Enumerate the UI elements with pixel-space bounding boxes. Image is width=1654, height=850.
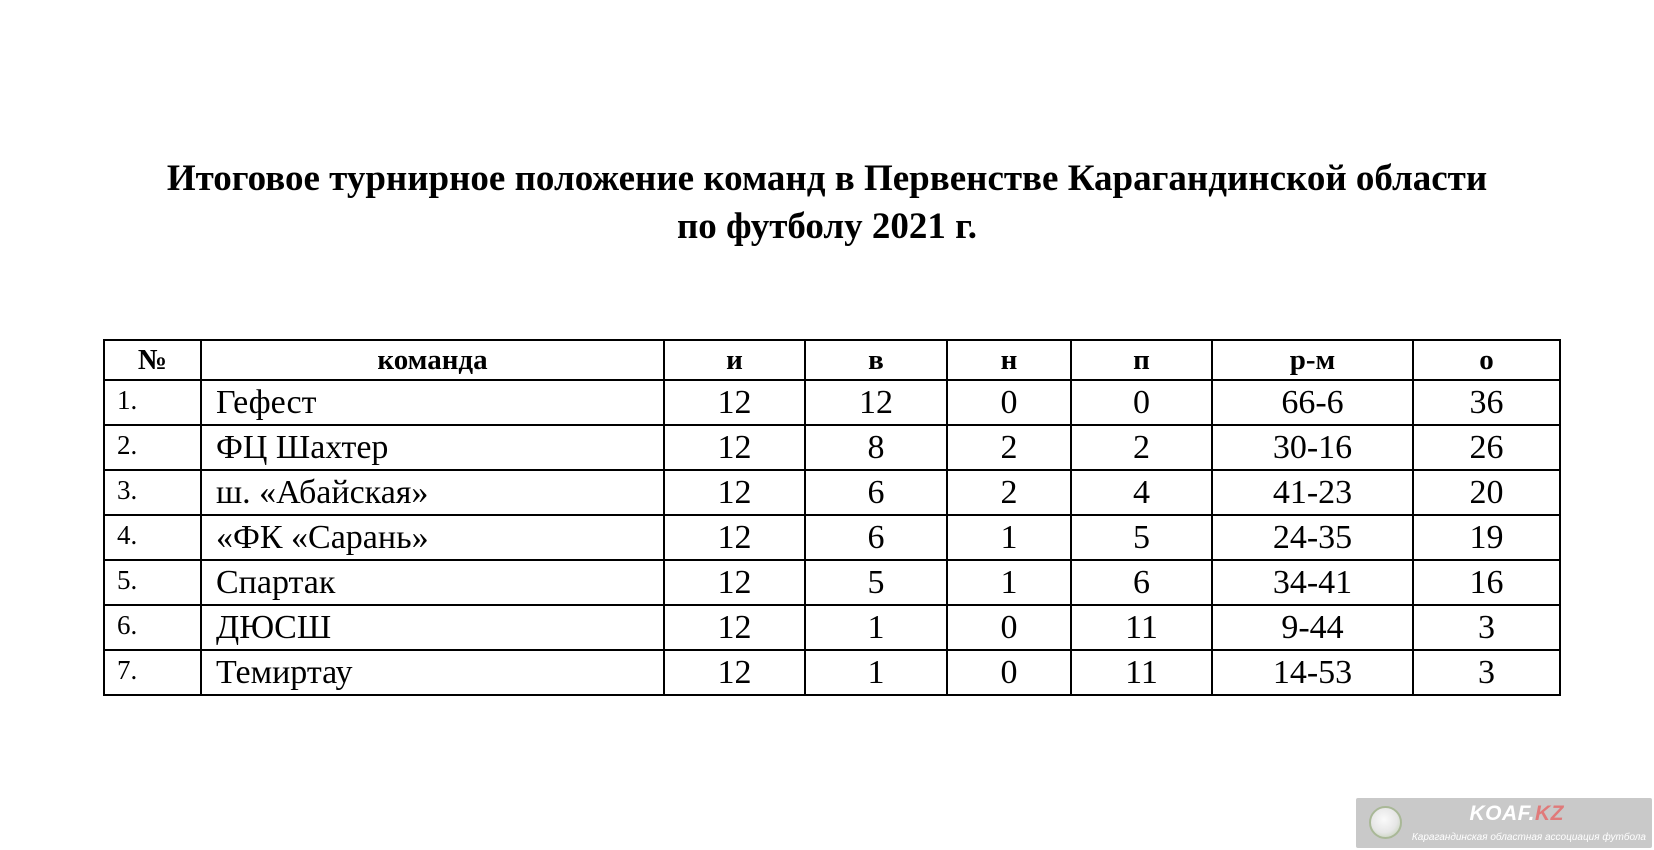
wins: 1 — [805, 650, 947, 695]
games-played: 12 — [664, 650, 805, 695]
header-goals: р-м — [1212, 340, 1413, 380]
games-played: 12 — [664, 605, 805, 650]
goals: 34-41 — [1212, 560, 1413, 605]
points: 19 — [1413, 515, 1560, 560]
losses: 4 — [1071, 470, 1212, 515]
header-games: и — [664, 340, 805, 380]
goals: 41-23 — [1212, 470, 1413, 515]
title-line-2: по футболу 2021 г. — [676, 206, 978, 247]
points: 20 — [1413, 470, 1560, 515]
games-played: 12 — [664, 380, 805, 425]
table-row — [104, 650, 1560, 695]
row-number: 5. — [104, 560, 201, 605]
wins: 8 — [805, 425, 947, 470]
draws: 1 — [947, 515, 1071, 560]
losses: 11 — [1071, 605, 1212, 650]
watermark-tagline: Карагандинская областная ассоциация футбола — [1411, 832, 1646, 843]
team-name: Спартак — [201, 560, 664, 605]
header-points: о — [1413, 340, 1560, 380]
team-name: Темиртау — [201, 650, 664, 695]
draws: 1 — [947, 560, 1071, 605]
goals: 24-35 — [1212, 515, 1413, 560]
row-number: 4. — [104, 515, 201, 560]
points: 36 — [1413, 380, 1560, 425]
points: 26 — [1413, 425, 1560, 470]
draws: 0 — [947, 650, 1071, 695]
wins: 6 — [805, 470, 947, 515]
football-association-emblem-icon — [1369, 806, 1402, 839]
team-name: Гефест — [201, 380, 664, 425]
row-number: 3. — [104, 470, 201, 515]
points: 3 — [1413, 650, 1560, 695]
games-played: 12 — [664, 515, 805, 560]
title-line-1: Итоговое турнирное положение команд в Первенстве Карагандинской области — [166, 158, 1488, 199]
draws: 2 — [947, 425, 1071, 470]
page-title — [0, 155, 1654, 251]
header-team: команда — [201, 340, 664, 380]
watermark-brand-suffix: KZ — [1535, 802, 1564, 825]
losses: 6 — [1071, 560, 1212, 605]
games-played: 12 — [664, 560, 805, 605]
watermark-brand — [1470, 802, 1565, 826]
losses: 0 — [1071, 380, 1212, 425]
header-draws: н — [947, 340, 1071, 380]
goals: 9-44 — [1212, 605, 1413, 650]
team-name: ДЮСШ — [201, 605, 664, 650]
goals: 66-6 — [1212, 380, 1413, 425]
table-row — [104, 380, 1560, 425]
draws: 0 — [947, 380, 1071, 425]
losses: 11 — [1071, 650, 1212, 695]
row-number: 6. — [104, 605, 201, 650]
games-played: 12 — [664, 425, 805, 470]
table-row — [104, 425, 1560, 470]
table-row — [104, 470, 1560, 515]
header-row — [104, 340, 1560, 380]
row-number: 1. — [104, 380, 201, 425]
header-wins: в — [805, 340, 947, 380]
table-body — [104, 380, 1560, 695]
wins: 1 — [805, 605, 947, 650]
table-row — [104, 560, 1560, 605]
header-number: № — [104, 340, 201, 380]
losses: 2 — [1071, 425, 1212, 470]
team-name: ш. «Абайская» — [201, 470, 664, 515]
table-row — [104, 605, 1560, 650]
points: 3 — [1413, 605, 1560, 650]
losses: 5 — [1071, 515, 1212, 560]
site-watermark — [1356, 798, 1652, 848]
header-losses: п — [1071, 340, 1212, 380]
wins: 12 — [805, 380, 947, 425]
team-name: «ФК «Сарань» — [201, 515, 664, 560]
goals: 30-16 — [1212, 425, 1413, 470]
wins: 6 — [805, 515, 947, 560]
wins: 5 — [805, 560, 947, 605]
draws: 0 — [947, 605, 1071, 650]
row-number: 2. — [104, 425, 201, 470]
games-played: 12 — [664, 470, 805, 515]
row-number: 7. — [104, 650, 201, 695]
watermark-brand-main: KOAF. — [1469, 802, 1535, 825]
draws: 2 — [947, 470, 1071, 515]
goals: 14-53 — [1212, 650, 1413, 695]
standings-table — [103, 339, 1561, 696]
points: 16 — [1413, 560, 1560, 605]
table-row — [104, 515, 1560, 560]
team-name: ФЦ Шахтер — [201, 425, 664, 470]
